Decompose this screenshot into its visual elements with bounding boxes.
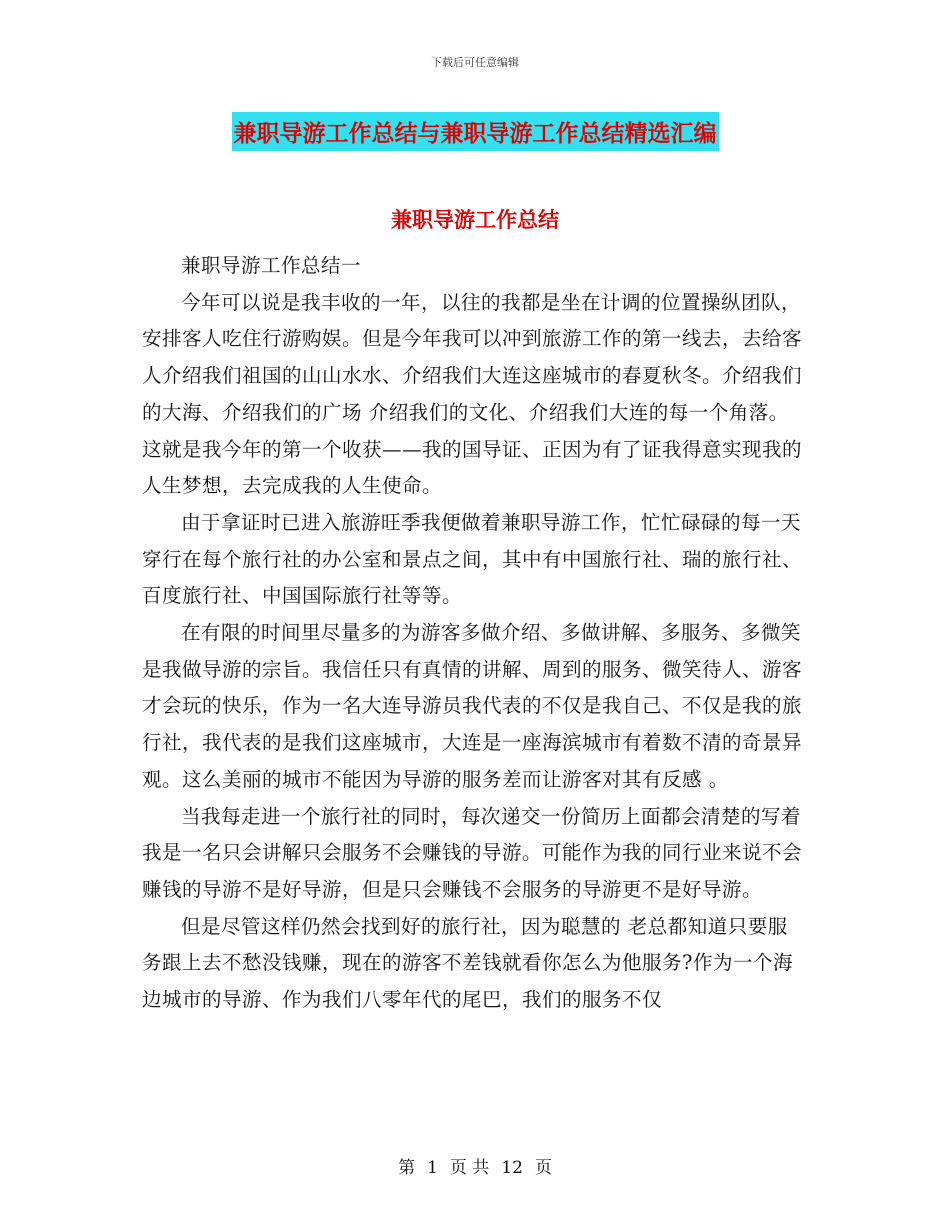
section-title: 兼职导游工作总结 bbox=[391, 208, 559, 232]
paragraph: 今年可以说是我丰收的一年，以往的我都是坐在计调的位置操纵团队，安排客人吃住行游购娱。但是今年我可以冲到旅游工作的第一线去，去给客人介绍我们祖国的山山水水、介绍我们大连这座城市的春夏秋冬。介绍我们的大海、介绍我们的广场 介绍我们的文化、介绍我们大连的每一个角落。这就是我今年的第一个收获——我的国导证、正因为有了证我得意实现我的人生梦想，去完成我的人生使命。 bbox=[142, 290, 803, 498]
paragraph-heading: 兼职导游工作总结一 bbox=[181, 254, 362, 277]
document-body bbox=[142, 248, 802, 1019]
paragraph: 在有限的时间里尽量多的为游客多做介绍、多做讲解、多服务、多微笑是我做导游的宗旨。我信任只有真情的讲解、周到的服务、微笑待人、游客才会玩的快乐，作为一名大连导游员我代表的不仅是我自己、不仅是我的旅行社，我代表的是我们这座城市，大连是一座海滨城市有着数不清的奇景异观。这么美丽的城市不能因为导游的服务差而让游客对其有反感 。 bbox=[142, 621, 803, 791]
page-footer bbox=[0, 1153, 950, 1178]
main-title: 兼职导游工作总结与兼职导游工作总结精选汇编 bbox=[232, 112, 719, 151]
footer-middle: 页 共 bbox=[449, 1158, 490, 1178]
paragraph: 当我每走进一个旅行社的同时，每次递交一份简历上面都会清楚的写着我是一名只会讲解只会服务不会赚钱的导游。可能作为我的同行业来说不会赚钱的导游不是好导游，但是只会赚钱不会服务的导游更不是好导游。 bbox=[142, 804, 803, 901]
footer-prefix: 第 bbox=[398, 1158, 416, 1178]
footer-total-pages: 12 bbox=[501, 1158, 523, 1178]
paragraph: 但是尽管这样仍然会找到好的旅行社，因为聪慧的 老总都知道只要服务跟上去不愁没钱赚，现在的游客不差钱就看你怎么为他服务?作为一个海边城市的导游、作为我们八零年代的尾巴，我们的服务不仅 bbox=[142, 914, 793, 1012]
footer-suffix: 页 bbox=[534, 1158, 552, 1178]
main-title-container bbox=[0, 112, 950, 151]
paragraph: 由于拿证时已进入旅游旺季我便做着兼职导游工作，忙忙碌碌的每一天穿行在每个旅行社的办公室和景点之间，其中有中国旅行社、瑞的旅行社、百度旅行社、中国国际旅行社等等。 bbox=[142, 510, 803, 608]
footer-page-number: 1 bbox=[427, 1158, 438, 1178]
page-header: 下载后可任意编辑 bbox=[431, 56, 519, 69]
